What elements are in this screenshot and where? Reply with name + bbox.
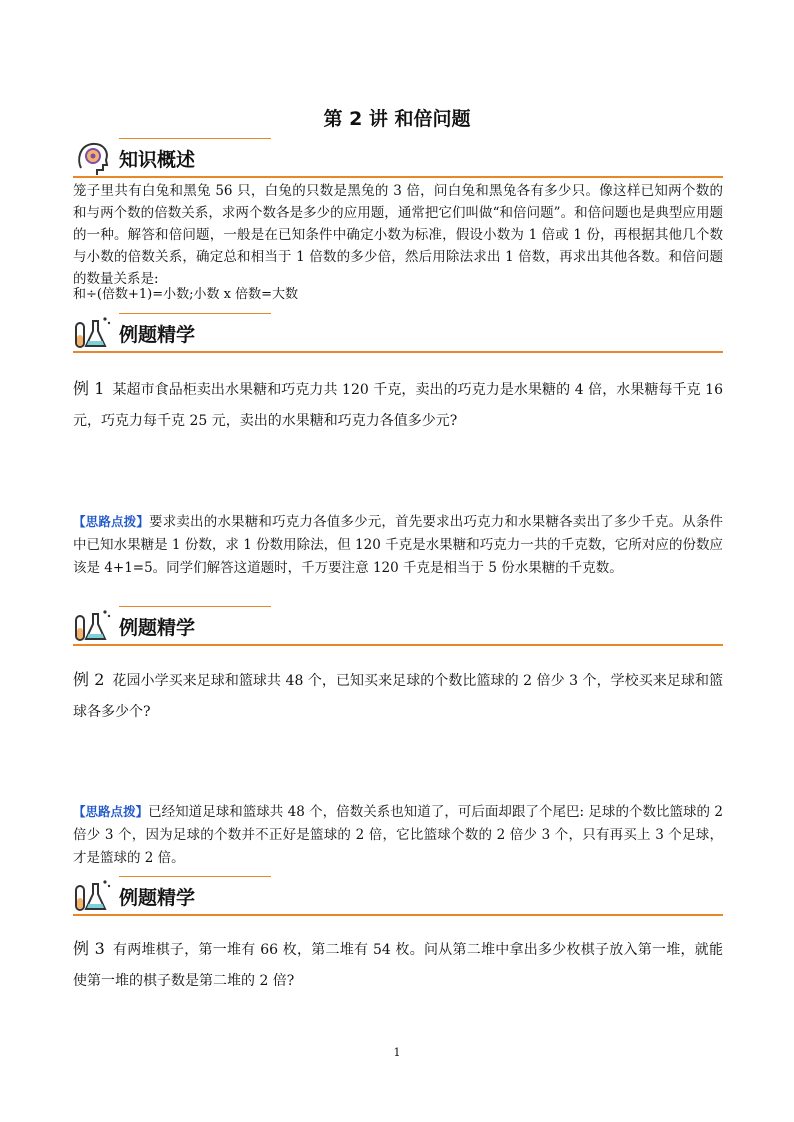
- example-number: 例 3: [73, 939, 105, 958]
- section-header-example-3: [73, 876, 723, 920]
- header-top-line: [119, 313, 271, 314]
- section-label: 知识概述: [119, 149, 196, 171]
- section-label: 例题精学: [119, 617, 196, 639]
- example-2-question: [73, 664, 723, 728]
- section-label: 例题精学: [119, 324, 196, 346]
- page-number: 1: [393, 1046, 401, 1059]
- flask-icon: [73, 606, 113, 646]
- hint-text: 已经知道足球和篮球共 48 个，倍数关系也知道了，可后面却跟了个尾巴: 足球的个数比篮球的 2 倍少 3 个，因为足球的个数并不正好是篮球的 2 倍，它比篮球个数的 2 倍少 3 个，只有再买上 3 个足球，才是篮球的 2 倍。: [73, 804, 723, 866]
- hint-text: 要求卖出的水果糖和巧克力各值多少元，首先要求出巧克力和水果糖各卖出了多少千克。从条件中已知水果糖是 1 份数，求 1 份数用除法，但 120 千克是水果糖和巧克力一共的千克数，它所对应的份数应该是 4+1=5。同学们解答这道题时，千万要注意 120 千克是相当于 5 份水果糖的千克数。: [73, 514, 723, 576]
- flask-icon: [73, 876, 113, 916]
- header-underline: [73, 644, 723, 646]
- example-text: 有两堆棋子，第一堆有 66 枚，第二堆有 54 枚。问从第二堆中拿出多少枚棋子放入第一堆，就能使第一堆的棋子数是第二堆的 2 倍?: [73, 942, 723, 989]
- section-header-knowledge: [73, 138, 723, 182]
- header-top-line: [119, 138, 271, 139]
- example-1-hint: [73, 510, 723, 580]
- example-text: 某超市食品柜卖出水果糖和巧克力共 120 千克，卖出的巧克力是水果糖的 4 倍，水果糖每千克 16 元，巧克力每千克 25 元，卖出的水果糖和巧克力各值多少元?: [73, 382, 723, 429]
- example-number: 例 1: [73, 379, 105, 398]
- example-1-question: [73, 373, 723, 437]
- header-top-line: [119, 606, 271, 607]
- example-text: 花园小学买来足球和篮球共 48 个，已知买来足球的个数比篮球的 2 倍少 3 个，学校买来足球和篮球各多少个?: [73, 673, 723, 720]
- page-title: 第 2 讲 和倍问题: [323, 108, 471, 130]
- header-underline: [73, 351, 723, 353]
- flask-icon: [73, 313, 113, 353]
- formula-text: 和÷(倍数+1)=小数;小数 x 倍数=大数: [73, 287, 298, 302]
- knowledge-text: 笼子里共有白兔和黑兔 56 只，白兔的只数是黑兔的 3 倍，问白兔和黑兔各有多少只。像这样已知两个数的和与两个数的倍数关系，求两个数各是多少的应用题，通常把它们叫做“和倍问题”。和倍问题也是典型应用题的一种。解答和倍问题，一般是在已知条件中确定小数为标准，假设小数为 1 倍或 1 份，再根据其他几个数与小数的倍数关系，确定总和相当于 1 倍数的多少倍，然后用除法求出 1 倍数，再求出其他各数。和倍问题的数量关系是:: [73, 183, 723, 287]
- example-number: 例 2: [73, 670, 105, 689]
- header-underline: [73, 914, 723, 916]
- hint-tag: 【思路点拨】: [73, 804, 149, 819]
- section-header-example-1: [73, 313, 723, 357]
- header-underline: [73, 176, 723, 178]
- brain-gear-icon: [73, 138, 113, 178]
- example-3-question: [73, 933, 723, 997]
- hint-tag: 【思路点拨】: [73, 514, 150, 529]
- section-header-example-2: [73, 606, 723, 650]
- example-2-hint: [73, 800, 723, 870]
- section-label: 例题精学: [119, 887, 196, 909]
- header-top-line: [119, 876, 271, 877]
